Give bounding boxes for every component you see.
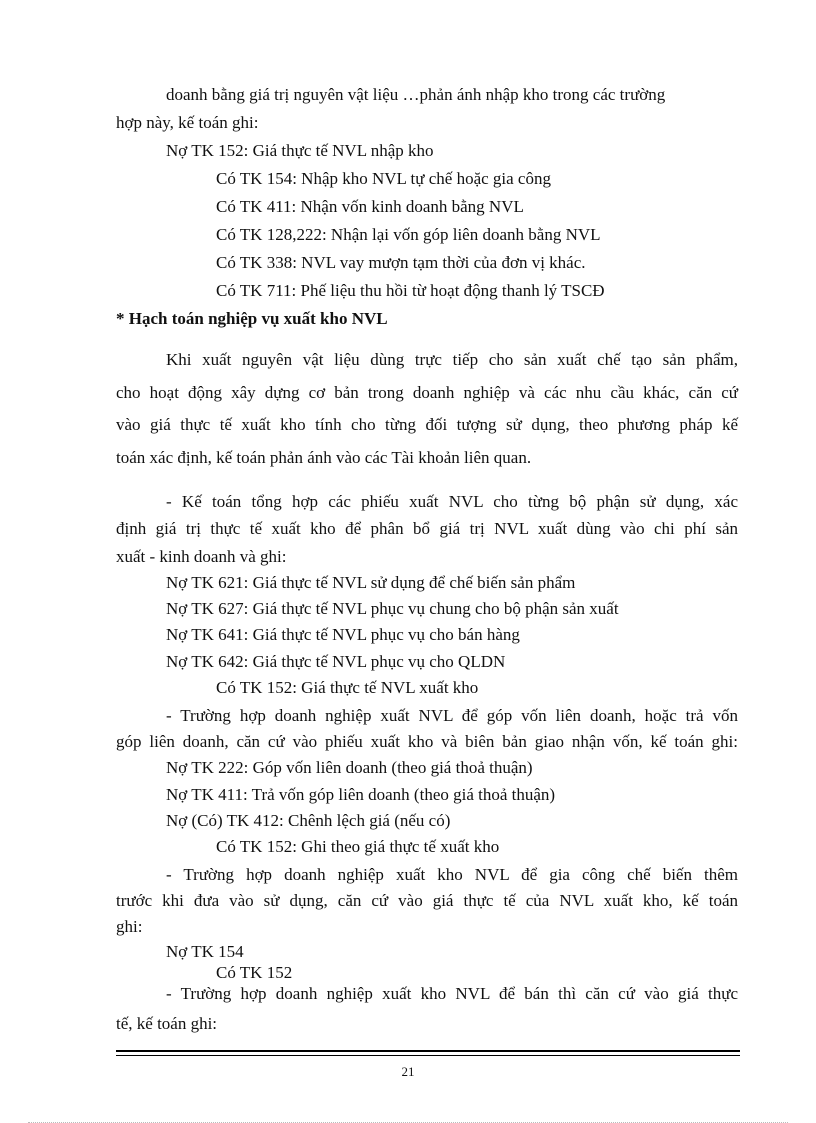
entry-debit: Nợ (Có) TK 412: Chênh lệch giá (nếu có) (166, 811, 451, 830)
page-number: 21 (401, 1064, 415, 1079)
entry-credit: Có TK 338: NVL vay mượn tạm thời của đơn vị khác. (216, 253, 586, 272)
entry-credit: Có TK 411: Nhận vốn kinh doanh bằng NVL (216, 197, 524, 216)
text-line: toán xác định, kế toán phản ánh vào các Tài khoản liên quan. (116, 448, 532, 467)
text-line: Khi xuất nguyên vật liệu dùng trực tiếp cho sản xuất chế tạo sản phẩm, (166, 350, 738, 369)
entry-debit: Nợ TK 621: Giá thực tế NVL sử dụng để chế biến sản phẩm (166, 573, 576, 592)
text-line: cho hoạt động xây dựng cơ bản trong doanh nghiệp và các nhu cầu khác, căn cứ (116, 383, 738, 402)
text-line: tế, kế toán ghi: (116, 1014, 218, 1033)
entry-credit: Có TK 152: Ghi theo giá thực tế xuất kho (216, 837, 500, 856)
section-heading: * Hạch toán nghiệp vụ xuất kho NVL (116, 309, 388, 328)
entry-debit: Nợ TK 641: Giá thực tế NVL phục vụ cho bán hàng (166, 625, 520, 644)
text-line: ghi: (116, 917, 143, 936)
text-line: - Trường hợp doanh nghiệp xuất kho NVL để gia công chế biến thêm (166, 865, 738, 884)
text-line: góp liên doanh, căn cứ vào phiếu xuất kho và biên bản giao nhận vốn, kế toán ghi: (116, 732, 738, 751)
entry-debit: Nợ TK 222: Góp vốn liên doanh (theo giá thoả thuận) (166, 758, 533, 777)
text-line: - Trường hợp doanh nghiệp xuất kho NVL để bán thì căn cứ vào giá thực (166, 984, 738, 1003)
text-line: hợp này, kế toán ghi: (116, 113, 259, 132)
text-line: trước khi đưa vào sử dụng, căn cứ vào giá thực tế của NVL xuất kho, kế toán (116, 891, 738, 910)
footer-rule-thick (116, 1050, 740, 1052)
text-line: doanh bằng giá trị nguyên vật liệu …phản ánh nhập kho trong các trường (166, 85, 666, 104)
entry-credit: Có TK 152 (216, 963, 293, 982)
entry-debit: Nợ TK 152: Giá thực tế NVL nhập kho (166, 141, 434, 160)
entry-credit: Có TK 128,222: Nhận lại vốn góp liên doanh bằng NVL (216, 225, 601, 244)
entry-debit: Nợ TK 154 (166, 942, 244, 961)
text-line: - Trường hợp doanh nghiệp xuất NVL để góp vốn liên doanh, hoặc trả vốn (166, 706, 738, 725)
text-line: - Kế toán tổng hợp các phiếu xuất NVL cho từng bộ phận sử dụng, xác (166, 492, 738, 511)
text-line: định giá trị thực tế xuất kho để phân bổ giá trị NVL xuất dùng vào chi phí sản (116, 519, 738, 538)
entry-credit: Có TK 711: Phế liệu thu hồi từ hoạt động thanh lý TSCĐ (216, 281, 605, 300)
entry-debit: Nợ TK 642: Giá thực tế NVL phục vụ cho QLDN (166, 652, 506, 671)
footer-rule-thin (116, 1055, 740, 1056)
entry-debit: Nợ TK 411: Trả vốn góp liên doanh (theo giá thoả thuận) (166, 785, 556, 804)
entry-credit: Có TK 154: Nhập kho NVL tự chế hoặc gia công (216, 169, 551, 188)
entry-debit: Nợ TK 627: Giá thực tế NVL phục vụ chung cho bộ phận sản xuất (166, 599, 619, 618)
text-line: xuất - kinh doanh và ghi: (116, 547, 287, 566)
entry-credit: Có TK 152: Giá thực tế NVL xuất kho (216, 678, 479, 697)
text-line: vào giá thực tế xuất kho tính cho từng đối tượng sử dụng, theo phương pháp kế (116, 415, 738, 434)
